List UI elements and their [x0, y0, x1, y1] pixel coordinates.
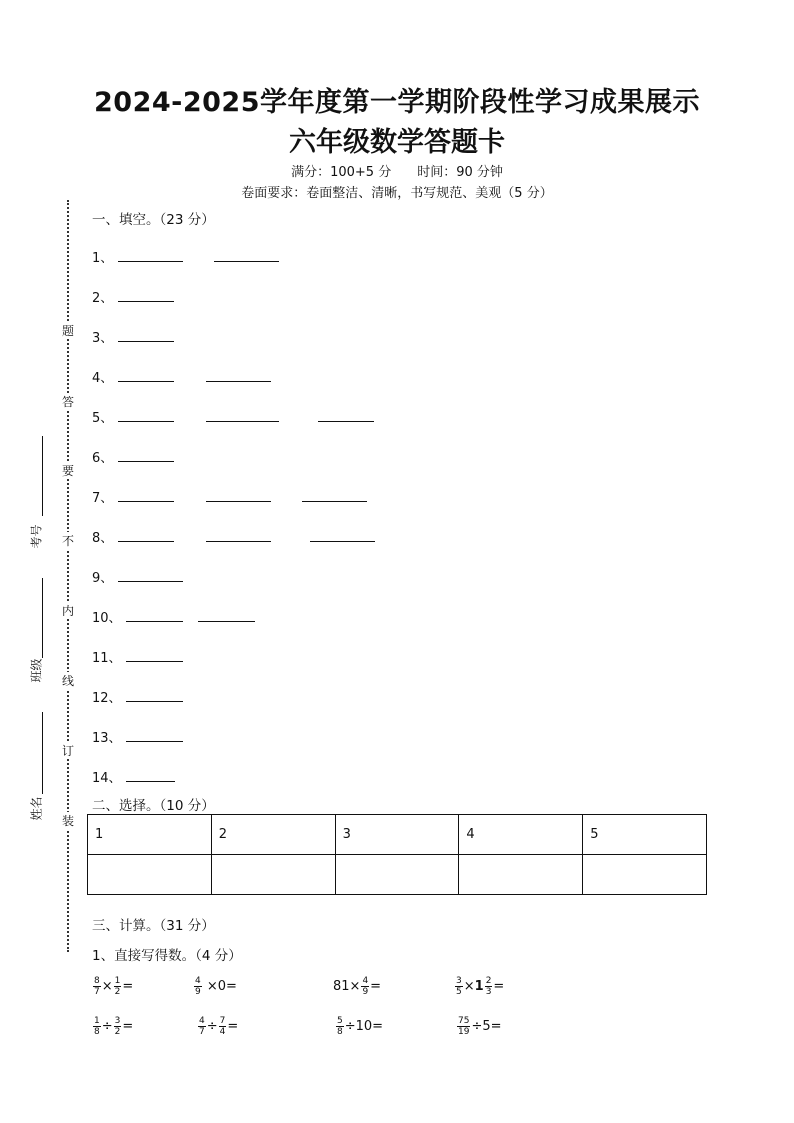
calc-expression [92, 1016, 133, 1037]
numerator: 2 [485, 976, 492, 986]
operator: × [463, 979, 475, 994]
question-number: 9、 [92, 571, 114, 586]
numerator: 1 [94, 1016, 100, 1026]
question-number: 1、 [92, 251, 114, 266]
equals: = [370, 979, 382, 994]
denominator: 4 [219, 1027, 226, 1037]
numerator: 1 [114, 976, 121, 986]
answer-blank[interactable] [118, 341, 174, 342]
question-number: 14、 [92, 771, 122, 786]
answer-blank[interactable] [126, 621, 183, 622]
exam-no-line[interactable] [42, 436, 43, 516]
question-number: 10、 [92, 611, 122, 626]
question-number: 6、 [92, 451, 114, 466]
answer-blank[interactable] [118, 261, 183, 262]
binding-char: 题 [61, 324, 74, 338]
answer-blank[interactable] [118, 421, 174, 422]
question-number: 8、 [92, 531, 114, 546]
choice-answer-row [88, 855, 707, 895]
answer-blank[interactable] [214, 261, 279, 262]
section3-sub1: 1、直接写得数。（4 分） [92, 948, 242, 964]
answer-blank[interactable] [206, 381, 271, 382]
equals: = [493, 979, 505, 994]
answer-blank[interactable] [126, 661, 183, 662]
page-title: 2024-2025学年度第一学期阶段性学习成果展示 [94, 87, 700, 118]
binding-char: 不 [61, 534, 74, 548]
name-line[interactable] [42, 712, 43, 794]
class-line[interactable] [42, 578, 43, 658]
choice-col-2: 2 [211, 815, 335, 855]
operator: ÷ [101, 1019, 113, 1034]
calc-expression [335, 1016, 383, 1037]
section1-title: 一、填空。（23 分） [92, 212, 215, 228]
operator: ÷10= [344, 1019, 384, 1034]
question-number: 3、 [92, 331, 114, 346]
answer-blank[interactable] [206, 421, 279, 422]
numerator: 4 [199, 1016, 205, 1026]
answer-blank[interactable] [118, 541, 174, 542]
choice-col-4: 4 [459, 815, 583, 855]
question-number: 7、 [92, 491, 114, 506]
denominator: 8 [94, 1027, 100, 1037]
calc-expression [456, 1016, 502, 1037]
choice-answer-cell[interactable] [211, 855, 335, 895]
choice-col-1: 1 [88, 815, 212, 855]
answer-blank[interactable] [126, 781, 175, 782]
numerator: 5 [337, 1016, 343, 1026]
answer-blank[interactable] [310, 541, 375, 542]
binding-char: 订 [61, 744, 74, 758]
numerator: 4 [195, 976, 201, 986]
name-label: 姓名 [29, 796, 44, 821]
answer-blank[interactable] [318, 421, 374, 422]
choice-header-row [88, 815, 707, 855]
operator: × [101, 979, 113, 994]
answer-blank[interactable] [118, 461, 174, 462]
calc-expression [454, 976, 504, 997]
choice-col-5: 5 [583, 815, 707, 855]
operator: ÷ [206, 1019, 218, 1034]
requirement-info: 卷面要求：卷面整洁、清晰，书写规范、美观（5 分） [241, 186, 553, 201]
class-label: 班级 [29, 658, 44, 683]
denominator: 9 [195, 987, 201, 997]
denominator: 7 [94, 987, 100, 997]
answer-blank[interactable] [118, 501, 174, 502]
question-number: 2、 [92, 291, 114, 306]
numerator: 7 [219, 1016, 226, 1026]
numerator: 75 [458, 1016, 470, 1026]
choice-answer-cell[interactable] [459, 855, 583, 895]
question-number: 11、 [92, 651, 122, 666]
calc-expression [333, 976, 381, 997]
exam-no-label: 考号 [29, 524, 44, 549]
question-number: 4、 [92, 371, 114, 386]
denominator: 9 [362, 987, 369, 997]
answer-blank[interactable] [118, 301, 174, 302]
choice-answer-table [87, 814, 707, 895]
whole-number: 1 [474, 979, 484, 994]
answer-blank[interactable] [126, 701, 183, 702]
operand: 81× [333, 979, 361, 994]
question-number: 13、 [92, 731, 122, 746]
binding-char: 线 [61, 674, 74, 688]
binding-char: 答 [61, 395, 74, 409]
choice-answer-cell[interactable] [88, 855, 212, 895]
answer-blank[interactable] [126, 741, 183, 742]
denominator: 3 [485, 987, 492, 997]
answer-blank[interactable] [206, 541, 271, 542]
binding-char: 内 [61, 604, 74, 618]
numerator: 8 [94, 976, 100, 986]
page-subtitle: 六年级数学答题卡 [289, 127, 505, 158]
binding-char: 装 [61, 814, 74, 828]
denominator: 7 [199, 1027, 205, 1037]
binding-dotted-line [67, 200, 69, 952]
numerator: 3 [114, 1016, 121, 1026]
operator: ×0= [206, 979, 237, 994]
denominator: 19 [458, 1027, 470, 1037]
answer-blank[interactable] [206, 501, 271, 502]
question-number: 12、 [92, 691, 122, 706]
calc-expression [197, 1016, 238, 1037]
denominator: 8 [337, 1027, 343, 1037]
answer-blank[interactable] [118, 381, 174, 382]
calc-expression [193, 976, 237, 997]
question-number: 5、 [92, 411, 114, 426]
answer-blank[interactable] [198, 621, 255, 622]
denominator: 2 [114, 1027, 121, 1037]
calc-expression [92, 976, 133, 997]
denominator: 5 [456, 987, 462, 997]
equals: = [122, 1019, 134, 1034]
equals: = [227, 1019, 239, 1034]
section3-title: 三、计算。（31 分） [92, 918, 215, 934]
choice-col-3: 3 [335, 815, 459, 855]
denominator: 2 [114, 987, 121, 997]
numerator: 3 [456, 976, 462, 986]
operator: ÷5= [471, 1019, 502, 1034]
equals: = [122, 979, 134, 994]
binding-char: 要 [61, 464, 74, 478]
answer-blank[interactable] [302, 501, 367, 502]
choice-answer-cell[interactable] [583, 855, 707, 895]
score-time-info: 满分：100+5 分 时间：90 分钟 [291, 165, 503, 180]
choice-answer-cell[interactable] [335, 855, 459, 895]
numerator: 4 [362, 976, 369, 986]
answer-blank[interactable] [118, 581, 183, 582]
section2-title: 二、选择。（10 分） [92, 798, 215, 814]
